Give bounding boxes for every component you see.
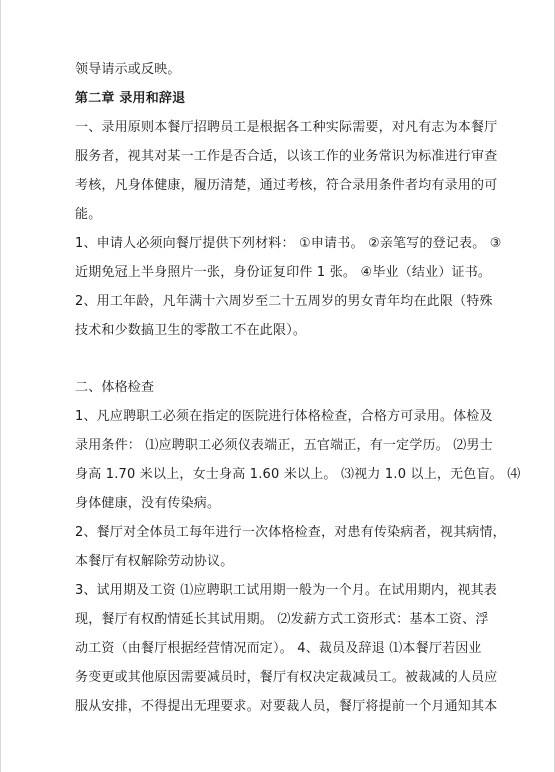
text-line: 录用条件： ⑴应聘职工必须仪表端正，五官端正，有一定学历。 ⑵男士: [75, 438, 493, 453]
text-line: 务变更或其他原因需要减员时，餐厅有权决定裁减员工。被裁减的人员应: [75, 670, 498, 685]
text-line: 技术和少数搞卫生的零散工不在此限）。: [75, 323, 307, 338]
text-line: 一、录用原则本餐厅招聘员工是根据各工种实际需要，对凡有志为本餐厅: [75, 120, 498, 135]
text-line: 2、餐厅对全体员工每年进行一次体格检查，对患有传染病者，视其病情，: [75, 525, 506, 540]
text-line: 领导请示或反映。: [75, 62, 181, 77]
text-line: 现，餐厅有权酌情延长其试用期。 ⑵发薪方式工资形式：基本工资、浮: [75, 612, 489, 627]
text-line: 动工资（由餐厅根据经营情况而定）。 4、裁员及辞退 ⑴本餐厅若因业: [75, 641, 482, 656]
text-line: 身高 1.70 米以上，女士身高 1.60 米以上。 ⑶视力 1.0 以上，无色盲。 ⑷: [75, 467, 521, 482]
blank-line: [75, 345, 491, 373]
text-line: 服务者，视其对某一工作是否合适，以该工作的业务常识为标准进行审查: [75, 149, 498, 164]
text-line: 二、体格检查: [75, 380, 155, 395]
chapter-heading: 第二章 录用和辞退: [75, 91, 186, 106]
text-line: 本餐厅有权解除劳动协议。: [75, 554, 234, 569]
text-line: 近期免冠上半身照片一张，身份证复印件 1 张。 ④毕业（结业）证书。: [75, 265, 492, 280]
text-line: 1、申请人必须向餐厅提供下列材料： ①申请书。 ②亲笔写的登记表。 ③: [75, 236, 502, 251]
text-line: 考核，凡身体健康，履历清楚，通过考核，符合录用条件者均有录用的可: [75, 178, 498, 193]
text-line: 3、试用期及工资 ⑴应聘职工试用期一般为一个月。在试用期内，视其表: [75, 583, 498, 598]
text-line: 服从安排，不得提出无理要求。对要裁人员，餐厅将提前一个月通知其本: [75, 699, 498, 714]
text-line: 身体健康，没有传染病。: [75, 496, 221, 511]
document-body: [75, 55, 521, 721]
text-line: 2、用工年龄，凡年满十六周岁至二十五周岁的男女青年均在此限（特殊: [75, 294, 493, 309]
text-line: 能。: [75, 207, 102, 222]
text-line: 1、凡应聘职工必须在指定的医院进行体格检查，合格方可录用。体检及: [75, 409, 493, 424]
